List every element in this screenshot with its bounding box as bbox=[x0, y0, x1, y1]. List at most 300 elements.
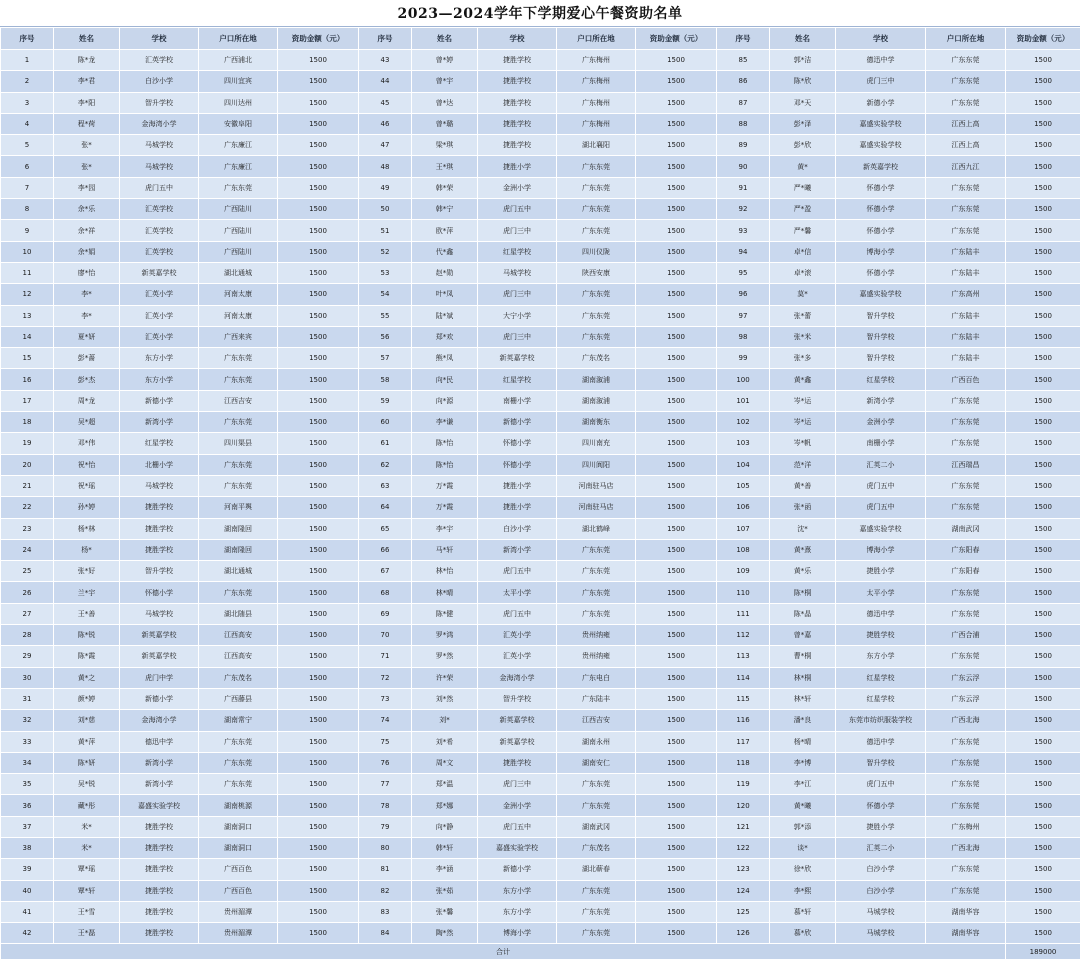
school-cell: 虎门中学 bbox=[120, 667, 199, 688]
seq-cell: 8 bbox=[1, 199, 54, 220]
seq-cell: 62 bbox=[359, 454, 412, 475]
amount-cell: 1500 bbox=[1006, 646, 1080, 667]
seq-cell: 42 bbox=[1, 923, 54, 944]
school-cell: 嘉盛实验学校 bbox=[836, 135, 926, 156]
hometown-cell: 河南驻马店 bbox=[557, 475, 636, 496]
school-cell: 南栅小学 bbox=[836, 433, 926, 454]
name-cell: 廖*怡 bbox=[54, 262, 120, 283]
school-cell: 红星学校 bbox=[478, 369, 557, 390]
hometown-cell: 广东茂名 bbox=[557, 837, 636, 858]
hometown-cell: 湖北通城 bbox=[199, 561, 278, 582]
table-row bbox=[1, 71, 1080, 92]
hometown-cell: 广东东莞 bbox=[557, 603, 636, 624]
name-cell: 张*米 bbox=[770, 326, 836, 347]
name-cell: 许*荣 bbox=[412, 667, 478, 688]
table-body bbox=[1, 50, 1080, 944]
name-cell: 向*源 bbox=[412, 390, 478, 411]
school-cell: 捷胜小学 bbox=[478, 156, 557, 177]
school-cell: 马城学校 bbox=[478, 262, 557, 283]
school-cell: 虎门五中 bbox=[120, 177, 199, 198]
seq-cell: 40 bbox=[1, 880, 54, 901]
hometown-cell: 广东陆丰 bbox=[926, 262, 1006, 283]
column-header: 户口所在地 bbox=[926, 28, 1006, 50]
aid-table bbox=[0, 27, 1080, 960]
school-cell: 新湾小学 bbox=[120, 752, 199, 773]
hometown-cell: 广东梅州 bbox=[557, 92, 636, 113]
amount-cell: 1500 bbox=[1006, 113, 1080, 134]
seq-cell: 23 bbox=[1, 518, 54, 539]
name-cell: 徐*欣 bbox=[770, 859, 836, 880]
hometown-cell: 江西上高 bbox=[926, 135, 1006, 156]
amount-cell: 1500 bbox=[1006, 369, 1080, 390]
seq-cell: 31 bbox=[1, 688, 54, 709]
school-cell: 东方小学 bbox=[120, 348, 199, 369]
table-row bbox=[1, 688, 1080, 709]
school-cell: 虎门五中 bbox=[478, 561, 557, 582]
amount-cell: 1500 bbox=[1006, 497, 1080, 518]
name-cell: 张*好 bbox=[54, 561, 120, 582]
table-row bbox=[1, 752, 1080, 773]
school-cell: 怀德小学 bbox=[478, 433, 557, 454]
hometown-cell: 广东电白 bbox=[557, 667, 636, 688]
school-cell: 捷胜学校 bbox=[478, 50, 557, 71]
name-cell: 刘* bbox=[412, 710, 478, 731]
table-footer bbox=[1, 944, 1080, 960]
seq-cell: 25 bbox=[1, 561, 54, 582]
school-cell: 新英嘉学校 bbox=[120, 646, 199, 667]
name-cell: 张*多 bbox=[770, 348, 836, 369]
hometown-cell: 广东东莞 bbox=[926, 71, 1006, 92]
school-cell: 新德小学 bbox=[478, 412, 557, 433]
name-cell: 郑*温 bbox=[412, 774, 478, 795]
name-cell: 祝*怡 bbox=[54, 454, 120, 475]
hometown-cell: 江西高安 bbox=[199, 625, 278, 646]
table-row bbox=[1, 199, 1080, 220]
amount-cell: 1500 bbox=[278, 539, 359, 560]
seq-cell: 17 bbox=[1, 390, 54, 411]
name-cell: 黄*善 bbox=[770, 475, 836, 496]
table-row bbox=[1, 390, 1080, 411]
school-cell: 新湾小学 bbox=[836, 390, 926, 411]
hometown-cell: 广东陆丰 bbox=[926, 305, 1006, 326]
school-cell: 捷胜学校 bbox=[120, 816, 199, 837]
seq-cell: 85 bbox=[717, 50, 770, 71]
seq-cell: 110 bbox=[717, 582, 770, 603]
name-cell: 严*盈 bbox=[770, 199, 836, 220]
name-cell: 黄*曦 bbox=[770, 795, 836, 816]
hometown-cell: 广东东莞 bbox=[926, 752, 1006, 773]
header-row bbox=[1, 28, 1080, 50]
seq-cell: 101 bbox=[717, 390, 770, 411]
seq-cell: 46 bbox=[359, 113, 412, 134]
name-cell: 万*霞 bbox=[412, 475, 478, 496]
school-cell: 怀德小学 bbox=[836, 177, 926, 198]
table-row bbox=[1, 816, 1080, 837]
hometown-cell: 广东东莞 bbox=[557, 220, 636, 241]
hometown-cell: 广东东莞 bbox=[199, 582, 278, 603]
hometown-cell: 广西藤县 bbox=[199, 688, 278, 709]
amount-cell: 1500 bbox=[636, 284, 717, 305]
seq-cell: 69 bbox=[359, 603, 412, 624]
school-cell: 德迅中学 bbox=[120, 731, 199, 752]
hometown-cell: 湖南溆浦 bbox=[557, 369, 636, 390]
hometown-cell: 广东东莞 bbox=[557, 539, 636, 560]
hometown-cell: 贵州湄潭 bbox=[199, 923, 278, 944]
amount-cell: 1500 bbox=[1006, 816, 1080, 837]
amount-cell: 1500 bbox=[636, 113, 717, 134]
amount-cell: 1500 bbox=[1006, 880, 1080, 901]
hometown-cell: 湖北随县 bbox=[199, 603, 278, 624]
hometown-cell: 湖南武冈 bbox=[557, 816, 636, 837]
hometown-cell: 广东东莞 bbox=[199, 475, 278, 496]
hometown-cell: 四川渠县 bbox=[199, 433, 278, 454]
seq-cell: 94 bbox=[717, 241, 770, 262]
seq-cell: 80 bbox=[359, 837, 412, 858]
school-cell: 太平小学 bbox=[478, 582, 557, 603]
seq-cell: 100 bbox=[717, 369, 770, 390]
hometown-cell: 湖南隆回 bbox=[199, 518, 278, 539]
seq-cell: 107 bbox=[717, 518, 770, 539]
hometown-cell: 贵州纳雍 bbox=[557, 625, 636, 646]
hometown-cell: 广西百色 bbox=[926, 369, 1006, 390]
amount-cell: 1500 bbox=[278, 326, 359, 347]
seq-cell: 73 bbox=[359, 688, 412, 709]
hometown-cell: 广东阳春 bbox=[926, 561, 1006, 582]
seq-cell: 117 bbox=[717, 731, 770, 752]
seq-cell: 49 bbox=[359, 177, 412, 198]
amount-cell: 1500 bbox=[636, 667, 717, 688]
amount-cell: 1500 bbox=[636, 582, 717, 603]
amount-cell: 1500 bbox=[1006, 475, 1080, 496]
table-row bbox=[1, 50, 1080, 71]
name-cell: 李*阳 bbox=[54, 92, 120, 113]
name-cell: 严*馨 bbox=[770, 220, 836, 241]
amount-cell: 1500 bbox=[1006, 859, 1080, 880]
hometown-cell: 广东东莞 bbox=[926, 646, 1006, 667]
hometown-cell: 广东东莞 bbox=[926, 475, 1006, 496]
seq-cell: 14 bbox=[1, 326, 54, 347]
school-cell: 虎门五中 bbox=[836, 774, 926, 795]
seq-cell: 50 bbox=[359, 199, 412, 220]
school-cell: 马城学校 bbox=[836, 901, 926, 922]
name-cell: 杨* bbox=[54, 539, 120, 560]
school-cell: 捷胜学校 bbox=[478, 71, 557, 92]
seq-cell: 35 bbox=[1, 774, 54, 795]
name-cell: 郭*洁 bbox=[770, 50, 836, 71]
name-cell: 代*鑫 bbox=[412, 241, 478, 262]
school-cell: 嘉盛实验学校 bbox=[836, 284, 926, 305]
name-cell: 彭*杰 bbox=[54, 369, 120, 390]
name-cell: 岑*帆 bbox=[770, 433, 836, 454]
name-cell: 卓*信 bbox=[770, 241, 836, 262]
hometown-cell: 广东东莞 bbox=[557, 880, 636, 901]
table-row bbox=[1, 561, 1080, 582]
amount-cell: 1500 bbox=[636, 731, 717, 752]
seq-cell: 37 bbox=[1, 816, 54, 837]
amount-cell: 1500 bbox=[636, 795, 717, 816]
seq-cell: 92 bbox=[717, 199, 770, 220]
school-cell: 汇英学校 bbox=[120, 50, 199, 71]
name-cell: 张*蕾 bbox=[770, 305, 836, 326]
amount-cell: 1500 bbox=[278, 497, 359, 518]
name-cell: 王*磊 bbox=[54, 923, 120, 944]
hometown-cell: 广西合浦 bbox=[926, 625, 1006, 646]
seq-cell: 90 bbox=[717, 156, 770, 177]
column-header: 序号 bbox=[1, 28, 54, 50]
seq-cell: 74 bbox=[359, 710, 412, 731]
school-cell: 捷胜学校 bbox=[120, 901, 199, 922]
seq-cell: 126 bbox=[717, 923, 770, 944]
amount-cell: 1500 bbox=[278, 795, 359, 816]
table-row bbox=[1, 837, 1080, 858]
name-cell: 祝*瑶 bbox=[54, 475, 120, 496]
hometown-cell: 广东东莞 bbox=[557, 177, 636, 198]
total-row bbox=[1, 944, 1080, 960]
amount-cell: 1500 bbox=[278, 348, 359, 369]
hometown-cell: 广东东莞 bbox=[199, 752, 278, 773]
school-cell: 嘉盛实验学校 bbox=[836, 518, 926, 539]
hometown-cell: 广东廉江 bbox=[199, 135, 278, 156]
amount-cell: 1500 bbox=[278, 156, 359, 177]
seq-cell: 86 bbox=[717, 71, 770, 92]
school-cell: 新德小学 bbox=[120, 688, 199, 709]
seq-cell: 53 bbox=[359, 262, 412, 283]
name-cell: 李*熙 bbox=[770, 880, 836, 901]
hometown-cell: 江西上高 bbox=[926, 113, 1006, 134]
seq-cell: 112 bbox=[717, 625, 770, 646]
seq-cell: 9 bbox=[1, 220, 54, 241]
school-cell: 太平小学 bbox=[836, 582, 926, 603]
school-cell: 智升学校 bbox=[120, 561, 199, 582]
school-cell: 白沙小学 bbox=[478, 518, 557, 539]
school-cell: 捷胜学校 bbox=[120, 518, 199, 539]
amount-cell: 1500 bbox=[636, 837, 717, 858]
name-cell: 欧*萍 bbox=[412, 220, 478, 241]
amount-cell: 1500 bbox=[1006, 50, 1080, 71]
school-cell: 捷胜学校 bbox=[478, 752, 557, 773]
seq-cell: 47 bbox=[359, 135, 412, 156]
hometown-cell: 陕西安康 bbox=[557, 262, 636, 283]
hometown-cell: 广西陆川 bbox=[199, 199, 278, 220]
seq-cell: 119 bbox=[717, 774, 770, 795]
school-cell: 东方小学 bbox=[478, 880, 557, 901]
hometown-cell: 广东东莞 bbox=[926, 220, 1006, 241]
school-cell: 马城学校 bbox=[120, 135, 199, 156]
seq-cell: 30 bbox=[1, 667, 54, 688]
name-cell: 曾*嘉 bbox=[770, 625, 836, 646]
seq-cell: 41 bbox=[1, 901, 54, 922]
amount-cell: 1500 bbox=[1006, 390, 1080, 411]
amount-cell: 1500 bbox=[278, 901, 359, 922]
name-cell: 陈*怡 bbox=[412, 433, 478, 454]
amount-cell: 1500 bbox=[636, 412, 717, 433]
hometown-cell: 广东东莞 bbox=[926, 50, 1006, 71]
seq-cell: 113 bbox=[717, 646, 770, 667]
hometown-cell: 广东陆丰 bbox=[557, 688, 636, 709]
seq-cell: 102 bbox=[717, 412, 770, 433]
school-cell: 智升学校 bbox=[478, 688, 557, 709]
name-cell: 陈*晶 bbox=[770, 603, 836, 624]
amount-cell: 1500 bbox=[1006, 667, 1080, 688]
school-cell: 虎门三中 bbox=[478, 774, 557, 795]
table-header bbox=[1, 28, 1080, 50]
amount-cell: 1500 bbox=[636, 177, 717, 198]
amount-cell: 1500 bbox=[1006, 177, 1080, 198]
amount-cell: 1500 bbox=[636, 305, 717, 326]
seq-cell: 65 bbox=[359, 518, 412, 539]
hometown-cell: 湖南常宁 bbox=[199, 710, 278, 731]
seq-cell: 39 bbox=[1, 859, 54, 880]
seq-cell: 24 bbox=[1, 539, 54, 560]
hometown-cell: 广东东莞 bbox=[926, 92, 1006, 113]
hometown-cell: 广东东莞 bbox=[199, 177, 278, 198]
seq-cell: 22 bbox=[1, 497, 54, 518]
amount-cell: 1500 bbox=[636, 475, 717, 496]
amount-cell: 1500 bbox=[278, 518, 359, 539]
school-cell: 捷胜学校 bbox=[478, 135, 557, 156]
name-cell: 慕*轩 bbox=[770, 901, 836, 922]
school-cell: 智升学校 bbox=[120, 92, 199, 113]
name-cell: 周*龙 bbox=[54, 390, 120, 411]
school-cell: 虎门三中 bbox=[478, 284, 557, 305]
amount-cell: 1500 bbox=[278, 284, 359, 305]
name-cell: 陈*怡 bbox=[412, 454, 478, 475]
column-header: 学校 bbox=[120, 28, 199, 50]
amount-cell: 1500 bbox=[278, 369, 359, 390]
hometown-cell: 广东高州 bbox=[926, 284, 1006, 305]
hometown-cell: 江西瑞昌 bbox=[926, 454, 1006, 475]
seq-cell: 11 bbox=[1, 262, 54, 283]
name-cell: 余*娟 bbox=[54, 241, 120, 262]
seq-cell: 29 bbox=[1, 646, 54, 667]
name-cell: 范*洋 bbox=[770, 454, 836, 475]
name-cell: 陈*霞 bbox=[54, 646, 120, 667]
hometown-cell: 广西北海 bbox=[926, 837, 1006, 858]
seq-cell: 104 bbox=[717, 454, 770, 475]
table-row bbox=[1, 454, 1080, 475]
name-cell: 李*君 bbox=[54, 71, 120, 92]
amount-cell: 1500 bbox=[1006, 561, 1080, 582]
name-cell: 林*怡 bbox=[412, 561, 478, 582]
table-row bbox=[1, 284, 1080, 305]
amount-cell: 1500 bbox=[1006, 135, 1080, 156]
seq-cell: 120 bbox=[717, 795, 770, 816]
school-cell: 南栅小学 bbox=[478, 390, 557, 411]
hometown-cell: 广东东莞 bbox=[557, 156, 636, 177]
name-cell: 余*乐 bbox=[54, 199, 120, 220]
school-cell: 东方小学 bbox=[120, 369, 199, 390]
table-row bbox=[1, 539, 1080, 560]
seq-cell: 115 bbox=[717, 688, 770, 709]
amount-cell: 1500 bbox=[1006, 795, 1080, 816]
school-cell: 虎门五中 bbox=[836, 497, 926, 518]
amount-cell: 1500 bbox=[636, 625, 717, 646]
seq-cell: 72 bbox=[359, 667, 412, 688]
hometown-cell: 广东梅州 bbox=[557, 113, 636, 134]
hometown-cell: 湖南安仁 bbox=[557, 752, 636, 773]
amount-cell: 1500 bbox=[278, 646, 359, 667]
school-cell: 白沙小学 bbox=[836, 859, 926, 880]
school-cell: 红星学校 bbox=[836, 688, 926, 709]
name-cell: 沈* bbox=[770, 518, 836, 539]
seq-cell: 38 bbox=[1, 837, 54, 858]
hometown-cell: 广东东莞 bbox=[199, 454, 278, 475]
hometown-cell: 江西吉安 bbox=[199, 390, 278, 411]
school-cell: 新湾小学 bbox=[120, 774, 199, 795]
hometown-cell: 广东东莞 bbox=[926, 433, 1006, 454]
amount-cell: 1500 bbox=[1006, 710, 1080, 731]
amount-cell: 1500 bbox=[278, 880, 359, 901]
school-cell: 新英嘉学校 bbox=[120, 625, 199, 646]
hometown-cell: 广东阳春 bbox=[926, 539, 1006, 560]
column-header: 户口所在地 bbox=[199, 28, 278, 50]
table-row bbox=[1, 901, 1080, 922]
name-cell: 黄*熹 bbox=[770, 539, 836, 560]
seq-cell: 103 bbox=[717, 433, 770, 454]
name-cell: 郑*欢 bbox=[412, 326, 478, 347]
seq-cell: 43 bbox=[359, 50, 412, 71]
school-cell: 新英嘉学校 bbox=[836, 156, 926, 177]
school-cell: 红星学校 bbox=[836, 667, 926, 688]
amount-cell: 1500 bbox=[278, 625, 359, 646]
name-cell: 覃*瑶 bbox=[54, 859, 120, 880]
name-cell: 慕*欣 bbox=[770, 923, 836, 944]
name-cell: 李*宇 bbox=[412, 518, 478, 539]
seq-cell: 71 bbox=[359, 646, 412, 667]
amount-cell: 1500 bbox=[636, 348, 717, 369]
table-row bbox=[1, 177, 1080, 198]
name-cell: 陶*然 bbox=[412, 923, 478, 944]
seq-cell: 89 bbox=[717, 135, 770, 156]
hometown-cell: 广东东莞 bbox=[926, 731, 1006, 752]
school-cell: 白沙小学 bbox=[120, 71, 199, 92]
school-cell: 汇英小学 bbox=[120, 284, 199, 305]
hometown-cell: 广东廉江 bbox=[199, 156, 278, 177]
name-cell: 潘*良 bbox=[770, 710, 836, 731]
amount-cell: 1500 bbox=[636, 135, 717, 156]
amount-cell: 1500 bbox=[278, 433, 359, 454]
title-bar bbox=[0, 0, 1080, 27]
hometown-cell: 江西九江 bbox=[926, 156, 1006, 177]
school-cell: 智升学校 bbox=[836, 305, 926, 326]
school-cell: 虎门五中 bbox=[478, 816, 557, 837]
amount-cell: 1500 bbox=[278, 923, 359, 944]
hometown-cell: 广东东莞 bbox=[926, 859, 1006, 880]
seq-cell: 5 bbox=[1, 135, 54, 156]
amount-cell: 1500 bbox=[278, 816, 359, 837]
school-cell: 嘉盛实验学校 bbox=[478, 837, 557, 858]
seq-cell: 18 bbox=[1, 412, 54, 433]
hometown-cell: 安徽阜阳 bbox=[199, 113, 278, 134]
school-cell: 汇英小学 bbox=[120, 305, 199, 326]
name-cell: 王*雪 bbox=[54, 901, 120, 922]
hometown-cell: 广东陆丰 bbox=[926, 326, 1006, 347]
school-cell: 汇英学校 bbox=[120, 241, 199, 262]
school-cell: 博海小学 bbox=[836, 539, 926, 560]
hometown-cell: 广东东莞 bbox=[926, 774, 1006, 795]
table-row bbox=[1, 92, 1080, 113]
name-cell: 周*文 bbox=[412, 752, 478, 773]
seq-cell: 78 bbox=[359, 795, 412, 816]
name-cell: 李*江 bbox=[770, 774, 836, 795]
school-cell: 嘉盛实验学校 bbox=[120, 795, 199, 816]
name-cell: 彭*欣 bbox=[770, 135, 836, 156]
hometown-cell: 广东陆丰 bbox=[926, 241, 1006, 262]
hometown-cell: 广西陆川 bbox=[199, 241, 278, 262]
table-row bbox=[1, 475, 1080, 496]
hometown-cell: 湖南桃源 bbox=[199, 795, 278, 816]
name-cell: 谈* bbox=[770, 837, 836, 858]
